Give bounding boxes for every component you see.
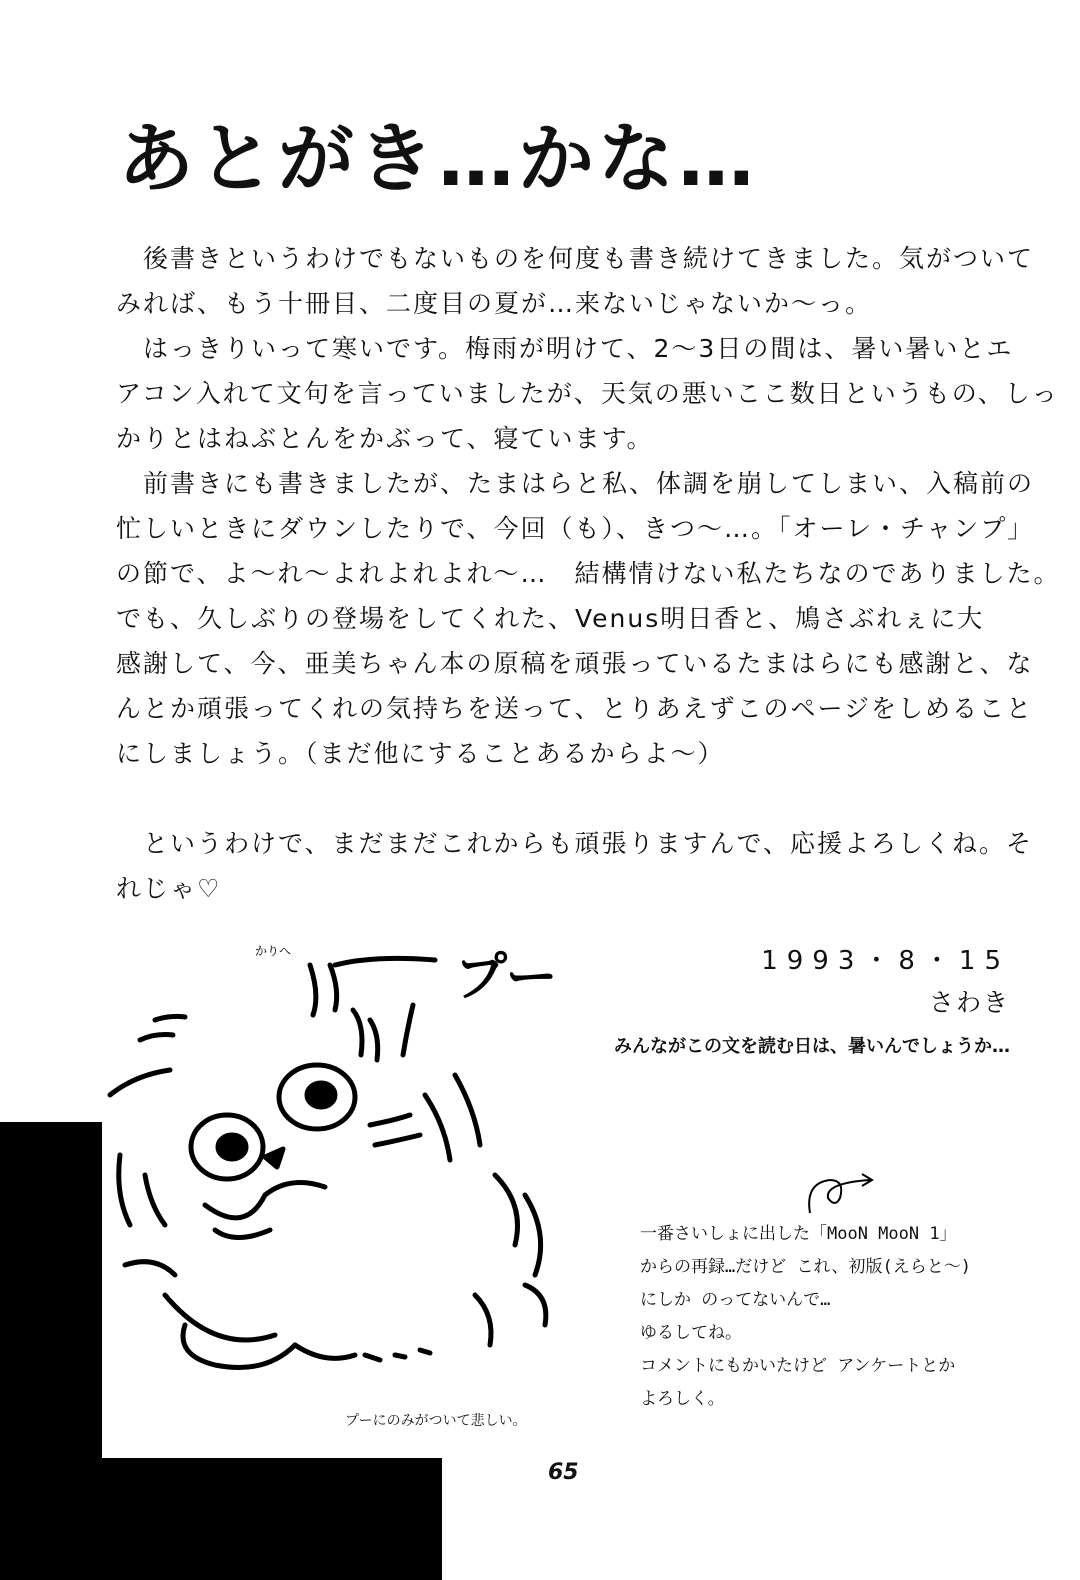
body-line: にしましょう。（まだ他にすることあるからよ〜） bbox=[116, 739, 725, 768]
puppy-doodle-illustration bbox=[95, 935, 615, 1415]
signature-date: 1993・8・15 bbox=[761, 946, 1010, 976]
memo-line: よろしく。 bbox=[640, 1389, 725, 1409]
body-line: というわけで、まだまだこれからも頑張りますんで、応援よろしくね。そ bbox=[116, 829, 1034, 858]
paragraph-gap bbox=[116, 776, 1036, 821]
doodle-pu-text: プー bbox=[455, 948, 558, 1008]
body-line: 感謝して、今、亜美ちゃん本の原稿を頑張っているたまはらにも感謝と、な bbox=[116, 649, 1034, 678]
afterword-body bbox=[116, 236, 1061, 911]
black-bottom-block bbox=[0, 1458, 442, 1580]
body-line: の節で、よ〜れ〜よれよれよれ〜… 結構情けない私たちなのでありました。 bbox=[116, 559, 1061, 588]
memo-line: からの再録…だけど これ、初版(えらと〜) bbox=[640, 1257, 971, 1277]
arrow-icon bbox=[800, 1168, 890, 1218]
illustration-caption: プーにのみがついて悲しい。 bbox=[345, 1413, 527, 1429]
body-line: かりとはねぶとんをかぶって、寝ています。 bbox=[116, 424, 654, 453]
body-line: れじゃ♡ bbox=[116, 874, 222, 903]
body-line: はっきりいって寒いです。梅雨が明けて、2〜3日の間は、暑い暑いとエ bbox=[116, 334, 1014, 363]
memo-line: にしか のってないんで… bbox=[640, 1290, 831, 1310]
memo-line: ゆるしてね。 bbox=[640, 1323, 742, 1343]
body-line: 忙しいときにダウンしたりで、今回（も）、きつ〜…。「オーレ・チャンプ」 bbox=[116, 514, 1035, 543]
body-line: 前書きにも書きましたが、たまはらと私、体調を崩してしまい、入稿前の bbox=[116, 469, 1035, 498]
body-line: アコン入れて文句を言っていましたが、天気の悪いここ数日というもの、しっ bbox=[116, 379, 1059, 408]
signature-note: みんながこの文を読む日は、暑いんでしょうか… bbox=[614, 1036, 1010, 1057]
body-line: んとか頑張ってくれの気持ちを送って、とりあえずこのページをしめること bbox=[116, 694, 1034, 723]
handwritten-memo bbox=[640, 1218, 971, 1416]
memo-line: 一番さいしょに出した「MooN MooN 1」 bbox=[640, 1224, 957, 1244]
body-line: みれば、もう十冊目、二度目の夏が…来ないじゃないか〜っ。 bbox=[116, 289, 873, 318]
doodle-small-text: かりへ bbox=[255, 944, 292, 958]
page-number: 65 bbox=[548, 1460, 579, 1485]
signature-author: さわき bbox=[928, 988, 1010, 1017]
page-title: あとがき…かな… bbox=[118, 114, 758, 203]
body-line: 後書きというわけでもないものを何度も書き続けてきました。気がついて bbox=[116, 244, 1035, 273]
body-line: でも、久しぶりの登場をしてくれた、Venus明日香と、鳩さぶれぇに大 bbox=[116, 604, 985, 633]
memo-line: コメントにもかいたけど アンケートとか bbox=[640, 1356, 956, 1376]
